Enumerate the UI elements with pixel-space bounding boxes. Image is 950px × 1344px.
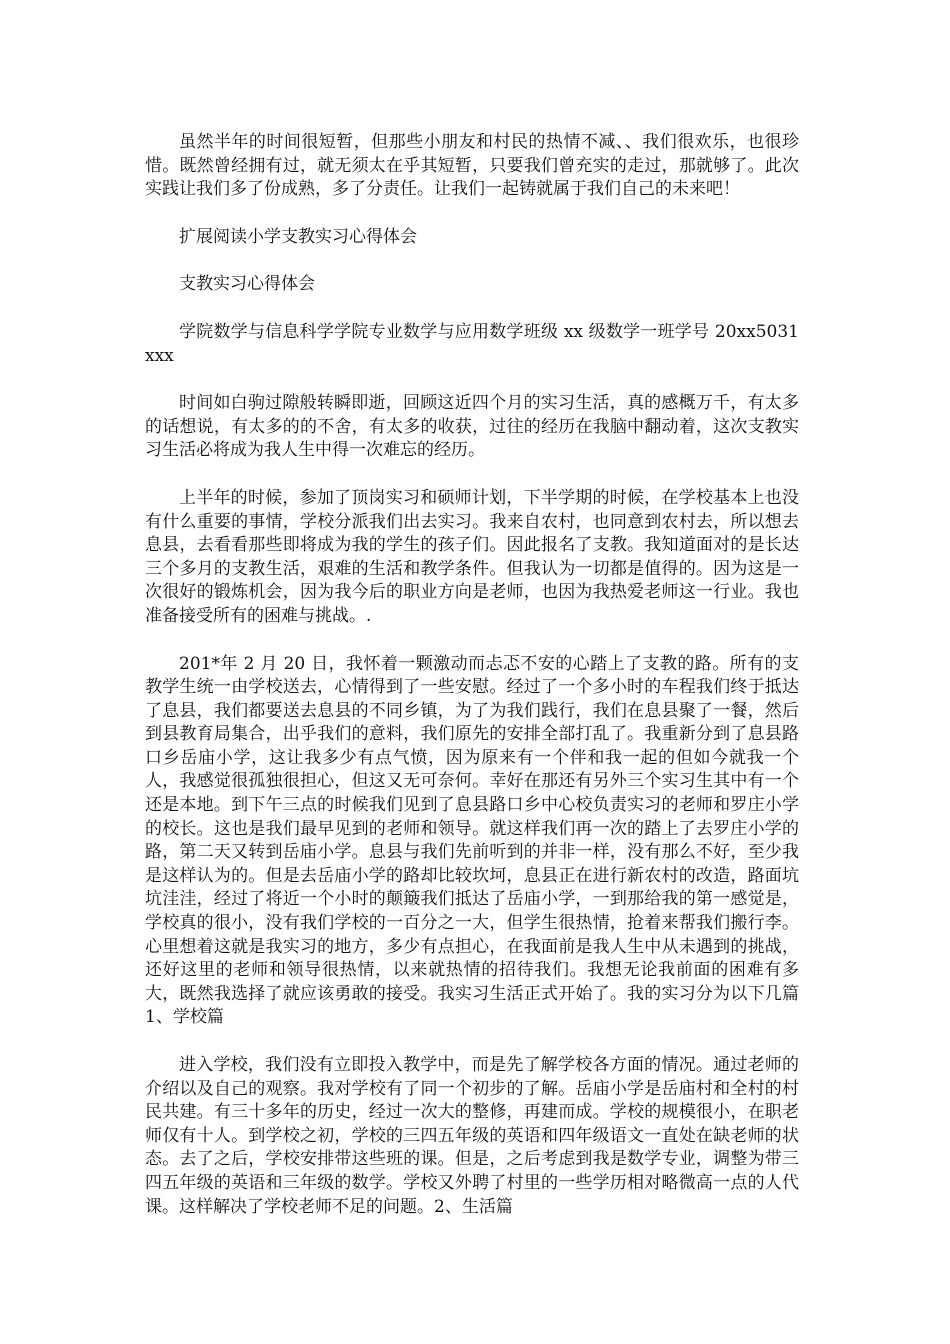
paragraph-article-title: 支教实习心得体会	[179, 274, 315, 295]
paragraph-extended-reading-title: 扩展阅读小学支教实习心得体会	[179, 226, 417, 247]
document-body	[145, 131, 799, 1243]
paragraph-intro: 时间如白驹过隙般转瞬即逝，回顾这近四个月的实习生活，真的感概万千，有太多的话想说，有太多的的不舍，有太多的收获，过往的经历在我脑中翻动着，这次支教实习生活必将成为我人生中得一次难忘的经历。	[145, 393, 799, 461]
paragraph-arrival: 201*年 2 月 20 日，我怀着一颗激动而忐忑不安的心踏上了支教的路。所有的支教学生统一由学校送去，心情得到了一些安慰。经过了一个多小时的车程我们终于抵达了息县，我们都要送去息县的不同乡镇，为了为我们践行，我们在息县聚了一餐，然后到县教育局集合，出乎我们的意料，我们原先的安排全部打乱了。我重新分到了息县路口乡岳庙小学，这让我多少有点气愤，因为原来有一个伴和我一起的但如今就我一个人，我感觉很孤独很担心，但这又无可奈何。幸好在那还有另外三个实习生其中有一个还是本地。到下午三点的时候我们见到了息县路口乡中心校负责实习的老师和罗庄小学的校长。这也是我们最早见到的老师和领导。就这样我们再一次的踏上了去罗庄小学的路，第二天又转到岳庙小学。息县与我们先前听到的并非一样，没有那么不好，至少我是这样认为的。但是去岳庙小学的路却比较坎坷，息县正在进行新农村的改造，路面坑坑洼洼，经过了将近一个小时的颠簸我们抵达了岳庙小学，一到那给我的第一感觉是，学校真的很小，没有我们学校的一百分之一大，但学生很热情，抢着来帮我们搬行李。心里想着这就是我实习的地方，多少有点担心，在我面前是我人生中从未遇到的挑战，还好这里的老师和领导很热情，以来就热情的招待我们。我想无论我前面的困难有多大，既然我选择了就应该勇敢的接受。我实习生活正式开始了。我的实习分为以下几篇 1、学校篇	[145, 653, 799, 1028]
paragraph-school: 进入学校，我们没有立即投入教学中，而是先了解学校各方面的情况。通过老师的介绍以及自己的观察。我对学校有了同一个初步的了解。岳庙小学是岳庙村和全村的村民共建。有三十多年的历史，经过一次大的整修，再建而成。学校的规模很小，在职老师仅有十人。到学校之初，学校的三四五年级的英语和四年级语文一直处在缺老师的状态。去了之后，学校安排带这些班的课。但是，之后考虑到我是数学专业，调整为带三四五年级的英语和三年级的数学。学校又外聘了村里的一些学历相对略微高一点的人代课。这样解决了学校老师不足的问题。2、生活篇	[145, 1055, 799, 1217]
paragraph-motivation: 上半年的时候，参加了顶岗实习和硕师计划，下半学期的时候，在学校基本上也没有什么重要的事情，学校分派我们出去实习。我来自农村，也同意到农村去，所以想去息县，去看看那些即将成为我的学生的孩子们。因此报名了支教。我知道面对的是长达三个多月的支教生活，艰难的生活和教学条件。但我认为一切都是值得的。因为这是一次很好的锻炼机会，因为我今后的职业方向是老师，也因为我热爱老师这一行业。我也准备接受所有的困难与挑战。.	[145, 487, 799, 626]
paragraph-conclusion: 虽然半年的时间很短暂，但那些小朋友和村民的热情不减、、我们很欢乐，也很珍惜。既然曾经拥有过，就无须太在乎其短暂，只要我们曾充实的走过，那就够了。此次实践让我们多了份成熟，多了分责任。让我们一起铸就属于我们自己的未来吧！	[145, 132, 799, 200]
paragraph-author-info: 学院数学与信息科学学院专业数学与应用数学班级 xx 级数学一班学号 20xx5031xxx	[145, 321, 799, 366]
